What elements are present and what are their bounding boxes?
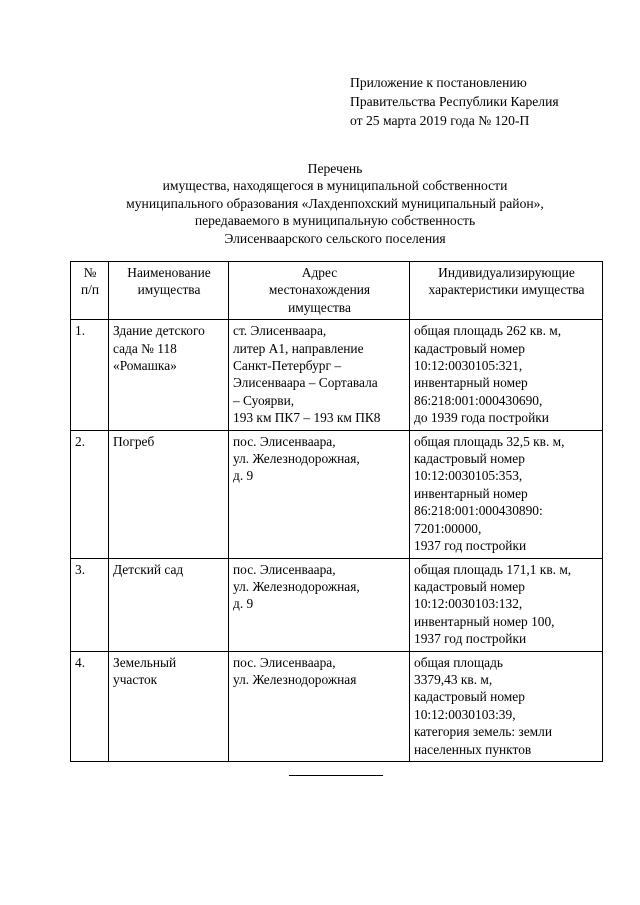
header-line: №: [83, 265, 97, 280]
cell-line: 3.: [75, 561, 86, 577]
cell-characteristics: [410, 651, 603, 761]
heading-line: Элисенваарского сельского поселения: [224, 230, 446, 246]
cell-address: [229, 651, 410, 761]
table-row: [71, 558, 603, 651]
cell-number: [71, 558, 109, 651]
cell-line: общая площадь: [414, 654, 503, 670]
cell-line: 86:218:001:000430690,: [414, 392, 543, 408]
cell-line: 1937 год постройки: [414, 631, 527, 647]
cell-line: Погреб: [113, 433, 155, 449]
cell-line: 1937 год постройки: [414, 538, 527, 554]
cell-line: 4.: [75, 654, 86, 670]
cell-line: Детский сад: [113, 561, 184, 577]
header-line: Наименование: [127, 265, 211, 280]
cell-line: сада № 118: [113, 340, 177, 356]
cell-line: Санкт-Петербург –: [233, 358, 342, 374]
cell-line: 193 км ПК7 – 193 км ПК8: [233, 410, 381, 426]
cell-line: д. 9: [233, 468, 254, 484]
cell-line: ст. Элисенваара,: [233, 323, 327, 339]
header-line: Индивидуализирующие: [438, 265, 575, 280]
cell-line: 86:218:001:000430890:: [414, 503, 543, 519]
cell-line: ул. Железнодорожная,: [233, 451, 360, 467]
cell-line: населенных пунктов: [414, 741, 532, 757]
cell-number: [71, 430, 109, 558]
cell-line: пос. Элисенваара,: [233, 561, 336, 577]
heading-title: Перечень: [307, 161, 363, 176]
cell-line: кадастровый номер: [414, 578, 525, 594]
cell-characteristics: [410, 558, 603, 651]
cell-name: [109, 320, 229, 430]
header-line: местонахождения: [268, 282, 371, 298]
appendix-line: Приложение к постановлению: [350, 75, 527, 90]
cell-address: [229, 320, 410, 430]
cell-line: 3379,43 кв. м,: [414, 671, 493, 687]
cell-line: – Суоярви,: [233, 392, 295, 408]
cell-line: кадастровый номер: [414, 340, 525, 356]
cell-line: инвентарный номер 100,: [414, 613, 555, 629]
cell-line: «Ромашка»: [113, 358, 177, 374]
cell-characteristics: [410, 320, 603, 430]
cell-line: ул. Железнодорожная: [233, 671, 357, 687]
cell-line: кадастровый номер: [414, 689, 525, 705]
cell-line: ул. Железнодорожная,: [233, 578, 360, 594]
cell-line: Элисенваара – Сортавала: [233, 375, 378, 391]
header-characteristics: [410, 262, 603, 320]
cell-line: 1.: [75, 323, 86, 339]
cell-line: 10:12:0030105:353,: [414, 468, 523, 484]
cell-name: [109, 430, 229, 558]
cell-line: пос. Элисенваара,: [233, 654, 336, 670]
cell-line: инвентарный номер: [414, 375, 528, 391]
cell-line: общая площадь 32,5 кв. м,: [414, 433, 565, 449]
cell-name: [109, 651, 229, 761]
header-line: характеристики имущества: [428, 282, 585, 298]
cell-line: Здание детского: [113, 323, 205, 339]
appendix-line: от 25 марта 2019 года № 120-П: [350, 113, 530, 128]
heading-line: передаваемого в муниципальную собственность: [194, 213, 476, 229]
header-line: п/п: [80, 282, 100, 298]
cell-line: 10:12:0030103:39,: [414, 706, 516, 722]
document-heading: [70, 160, 600, 247]
cell-line: категория земель: земли: [414, 724, 552, 740]
cell-line: д. 9: [233, 596, 254, 612]
cell-line: литер А1, направление: [233, 340, 364, 356]
cell-line: кадастровый номер: [414, 451, 525, 467]
appendix-note: [350, 73, 559, 130]
property-table: [70, 261, 603, 762]
header-name: [109, 262, 229, 320]
cell-address: [229, 430, 410, 558]
appendix-line: Правительства Республики Карелия: [350, 94, 559, 109]
cell-line: инвентарный номер: [414, 485, 528, 501]
cell-line: общая площадь 262 кв. м,: [414, 323, 562, 339]
cell-line: 10:12:0030103:132,: [414, 596, 523, 612]
cell-number: [71, 320, 109, 430]
table-row: [71, 430, 603, 558]
cell-line: Земельный: [113, 654, 177, 670]
table-row: [71, 320, 603, 430]
header-address: [229, 262, 410, 320]
cell-line: общая площадь 171,1 кв. м,: [414, 561, 572, 577]
cell-line: до 1939 года постройки: [414, 410, 549, 426]
table-row: [71, 651, 603, 761]
end-divider: [289, 775, 383, 776]
cell-name: [109, 558, 229, 651]
header-number: [71, 262, 109, 320]
header-line: имущества: [288, 299, 351, 315]
header-line: Адрес: [301, 265, 338, 280]
cell-line: участок: [113, 671, 158, 687]
cell-line: 7201:00000,: [414, 520, 482, 536]
cell-line: пос. Элисенваара,: [233, 433, 336, 449]
cell-line: 10:12:0030105:321,: [414, 358, 523, 374]
heading-line: муниципального образования «Лахденпохский муниципальный район»,: [126, 195, 544, 211]
cell-address: [229, 558, 410, 651]
heading-line: имущества, находящегося в муниципальной собственности: [162, 178, 508, 194]
cell-number: [71, 651, 109, 761]
header-line: имущества: [137, 282, 201, 298]
table-header-row: [71, 262, 603, 320]
cell-characteristics: [410, 430, 603, 558]
cell-line: 2.: [75, 433, 86, 449]
